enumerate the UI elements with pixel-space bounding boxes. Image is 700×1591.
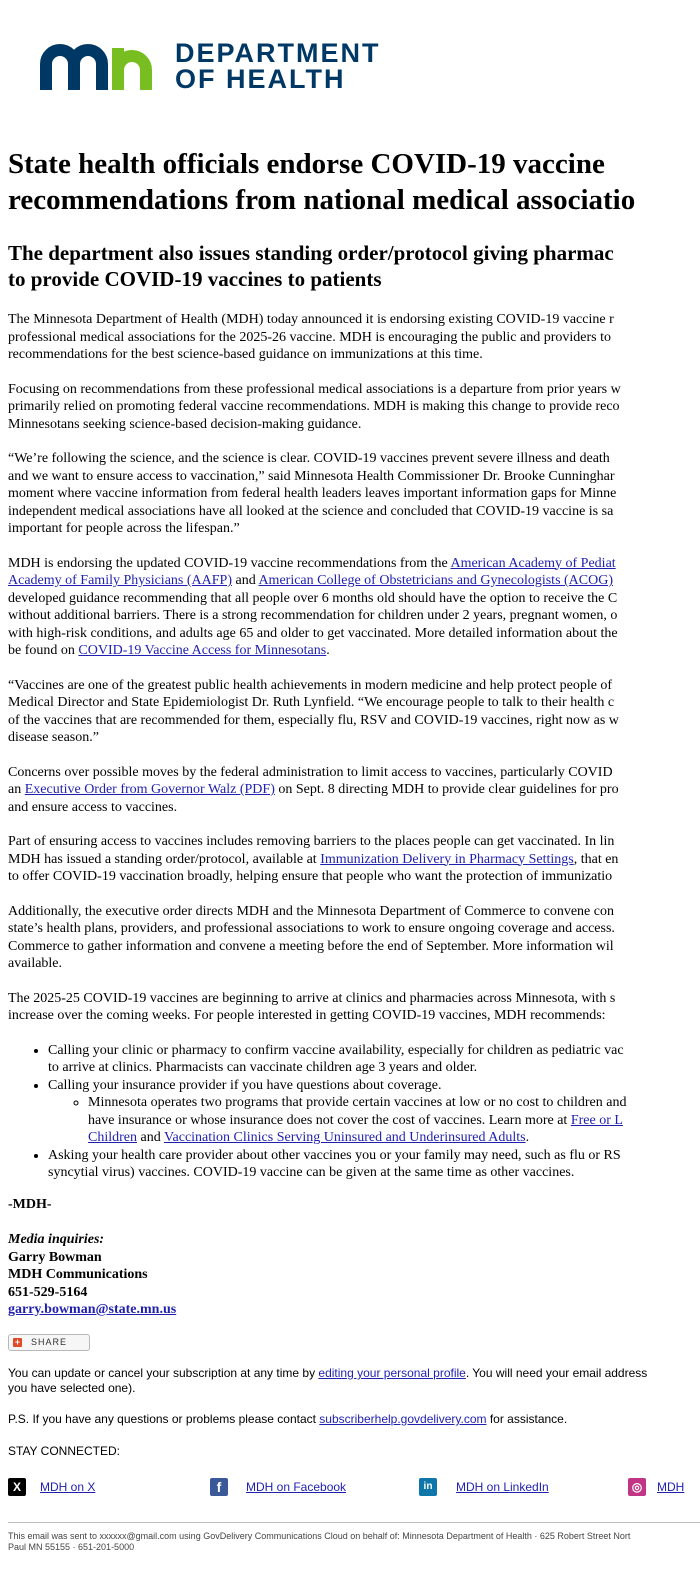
- paragraph-6: Concerns over possible moves by the federal administration to limit access to vaccines, particularly COVID an Executive Order from Governor Walz (PDF) on Sept. 8 directing MDH to provide clear guidelines for pro and ensure access to vaccines.: [8, 764, 619, 815]
- subscriber-help-link[interactable]: subscriberhelp.govdelivery.com: [319, 1412, 487, 1426]
- adult-clinics-link[interactable]: Vaccination Clinics Serving Uninsured and Underinsured Adults: [163, 1130, 526, 1145]
- paragraph-2: Focusing on recommendations from these professional medical associations is a departure from prior years w primarily relied on promoting federal vaccine recommendations. MDH is making this change to provide reco Minnesotans seeking science-based decision-making guidance.: [8, 381, 621, 432]
- paragraph-7: Part of ensuring access to vaccines includes removing barriers to the places people can get vaccinated. In lin MDH has issued a standing order/protocol, available at Immunization Delivery in Pharmacy Settings, that en to offer COVID-19 vaccination broadly, helping ensure that people who want the protection of immunizatio: [8, 834, 619, 884]
- subtitle-line2: to provide COVID-19 vaccines to patients: [8, 267, 382, 291]
- media-label: Media inquiries:: [8, 1232, 105, 1247]
- x-icon: X: [8, 1478, 26, 1496]
- aap-link[interactable]: American Academy of Pediat: [450, 555, 616, 571]
- recommendations-list: [8, 1042, 700, 1182]
- social-facebook-link[interactable]: MDH on Facebook: [246, 1480, 347, 1494]
- contact-phone: 651-529-5164: [8, 1284, 88, 1300]
- executive-order-link[interactable]: Executive Order from Governor Walz (PDF): [24, 782, 275, 797]
- page-subtitle: [8, 240, 614, 292]
- media-contact: [8, 1231, 176, 1319]
- aafp-link[interactable]: Academy of Family Physicians (AAFP): [8, 573, 232, 588]
- paragraph-8: Additionally, the executive order directs MDH and the Minnesota Department of Commerce to convene con state’s health plans, providers, and professional associations to work to ensure ongoing coverage and access. Commerce to gather information and convene a meeting before the end of September. More information wil available.: [8, 903, 615, 971]
- mdh-signoff: -MDH-: [8, 1197, 52, 1212]
- list-item: • Asking your health care provider about other vaccines you or your family may need, such as flu or RS syncytial virus) vaccines. COVID-19 vaccine can be given at the same time as other vaccines.: [48, 1147, 700, 1182]
- footer-legal: This email was sent to xxxxxx@gmail.com using GovDelivery Communications Cloud on behalf of: Minnesota Department of Health · 625 Robert Street Nort Paul MN 55155 · 651-201-5000: [8, 1531, 631, 1552]
- title-line2: recommendations from national medical associatio: [8, 184, 636, 216]
- contact-dept: MDH Communications: [8, 1267, 148, 1282]
- mdh-logo-mark-icon: [40, 40, 160, 92]
- linkedin-icon: in: [419, 1478, 437, 1496]
- share-label: SHARE: [31, 1337, 68, 1347]
- sub-list: [48, 1094, 700, 1147]
- share-button[interactable]: [8, 1334, 90, 1351]
- subscription-notice: You can update or cancel your subscription at any time by editing your personal profile. You will need your email address you have selected one).: [8, 1366, 648, 1395]
- contact-name: Garry Bowman: [8, 1249, 102, 1265]
- vaccine-access-link[interactable]: COVID-19 Vaccine Access for Minnesotans: [78, 643, 327, 658]
- page-title: [8, 146, 635, 218]
- edit-profile-link[interactable]: editing your personal profile: [318, 1366, 466, 1380]
- paragraph-4: MDH is endorsing the updated COVID-19 vaccine recommendations from the American Academy of Pediat Academy of Family Physicians (AAFP) and American College of Obstetricians and Gynecologists (ACOG) developed guidance recommending that all people over 6 months old should have the option to receive the C without additional barriers. There is a strong recommendation for children under 2 years, pregnant women, o with high-risk conditions, and adults age 65 and older to get vaccinated. More detailed information about the be found on COVID-19 Vaccine Access for Minnesotans.: [8, 555, 618, 658]
- facebook-icon: f: [210, 1478, 228, 1496]
- paragraph-5-quote: “Vaccines are one of the greatest public health achievements in modern medicine and help protect people of Medical Director and State Epidemiologist Dr. Ruth Lynfield. “We encourage people to talk to their health c of the vaccines that are recommended for them, especially flu, RSV and COVID-19 vaccines, right now as w disease season.”: [8, 677, 619, 745]
- free-low-cost-vaccines-link[interactable]: Free or L: [570, 1112, 623, 1128]
- social-x-link[interactable]: MDH on X: [40, 1480, 96, 1494]
- title-line1: State health officials endorse COVID-19 vaccine: [8, 148, 605, 180]
- logo-line2: OF HEALTH: [175, 64, 346, 94]
- social-instagram-link[interactable]: MDH: [657, 1480, 685, 1494]
- sub-list-item: ◦ Minnesota operates two programs that provide certain vaccines at low or no cost to children and have insurance or whose insurance does not cover the cost of vaccines. Learn more at Free or L Children and Vaccination Clinics Serving Uninsured and Underinsured Adults.: [88, 1094, 700, 1147]
- pharmacy-settings-link[interactable]: Immunization Delivery in Pharmacy Settings: [320, 851, 574, 867]
- paragraph-1: The Minnesota Department of Health (MDH) today announced it is endorsing existing COVID-19 vaccine r professional medical associations for the 2025-26 vaccine. MDH is encouraging the public and providers to recommendations for the best science-based guidance on immunizations at this time.: [8, 312, 614, 362]
- subtitle-line1: The department also issues standing order/protocol giving pharmac: [8, 241, 614, 265]
- paragraph-3-quote: “We’re following the science, and the science is clear. COVID-19 vaccines prevent severe illness and death and we want to ensure access to vaccination,” said Minnesota Health Commissioner Dr. Brooke Cunninghar moment where vaccine information from federal health leaders leaves important information gaps for Minne independent medical associations have all looked at the science and concluded that COVID-19 vaccine is sa important for people across the lifespan.”: [8, 451, 617, 536]
- logo-line1: DEPARTMENT: [175, 38, 381, 68]
- list-item: • Calling your insurance provider if you have questions about coverage. ◦ Minnesota operates two programs that provide certain vaccines at low or no cost to children and have insurance or whose insurance does not cover the cost of vaccines. Learn more at Free or L Children and Vaccination Clinics Serving Uninsured and Underinsured Adults.: [48, 1077, 700, 1147]
- share-plus-icon: +: [14, 1337, 21, 1347]
- instagram-icon: ◎: [628, 1478, 646, 1496]
- children-link[interactable]: Children: [88, 1130, 137, 1145]
- stay-connected-label: STAY CONNECTED:: [8, 1444, 121, 1458]
- mdh-logo[interactable]: [40, 40, 400, 92]
- footer-divider: [8, 1522, 700, 1523]
- social-linkedin-link[interactable]: MDH on LinkedIn: [456, 1480, 549, 1494]
- acog-link[interactable]: American College of Obstetricians and Gynecologists (ACOG): [258, 573, 614, 588]
- list-item: • Calling your clinic or pharmacy to confirm vaccine availability, especially for children as pediatric vac to arrive at clinics. Pharmacists can vaccinate children age 3 years and older.: [48, 1042, 700, 1077]
- help-notice: P.S. If you have any questions or problems please contact subscriberhelp.govdelivery.com for assistance.: [8, 1412, 568, 1426]
- paragraph-9: The 2025-25 COVID-19 vaccines are beginning to arrive at clinics and pharmacies across Minnesota, with s increase over the coming weeks. For people interested in getting COVID-19 vaccines, MDH recommends:: [8, 990, 616, 1023]
- logo-wordmark: [175, 40, 381, 92]
- contact-email-link[interactable]: garry.bowman@state.mn.us: [8, 1302, 177, 1317]
- article-body: [8, 311, 700, 1199]
